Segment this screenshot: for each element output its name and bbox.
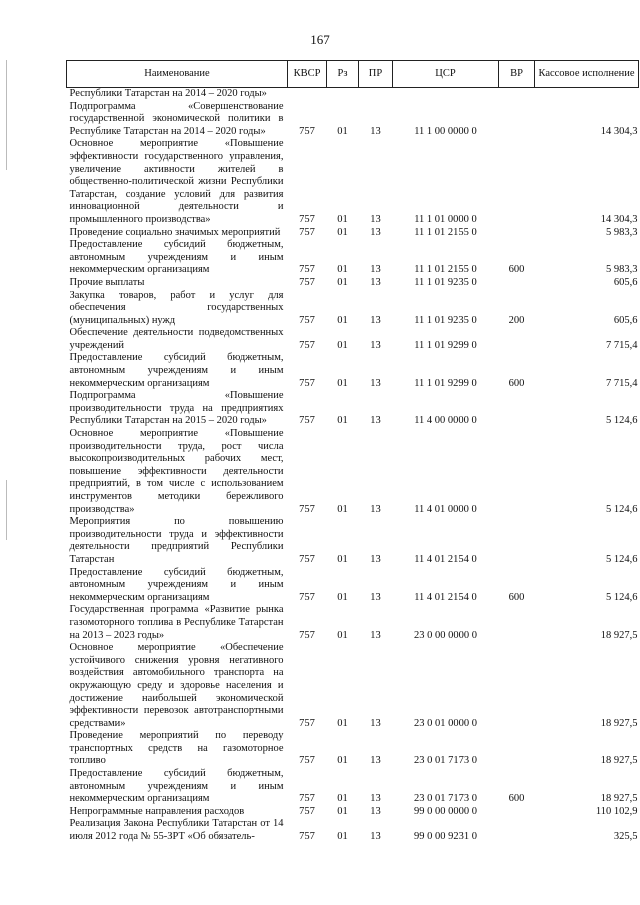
cell-kvsr: 757 <box>299 339 315 351</box>
cell-pr: 13 <box>370 125 381 137</box>
cell-csr: 23 0 01 7173 0 <box>414 755 477 767</box>
cell-pr: 13 <box>370 553 381 565</box>
cell-kvsr <box>288 88 327 101</box>
cell-sum: 5 124,6 <box>606 415 638 427</box>
cell-kvsr: 757 <box>299 377 315 389</box>
cell-pr <box>359 88 393 101</box>
cell-rz: 01 <box>337 503 348 515</box>
cell-csr: 11 4 01 2154 0 <box>414 591 477 603</box>
cell-kvsr: 757 <box>299 831 315 843</box>
table-row <box>67 227 639 240</box>
cell-csr: 11 4 01 2154 0 <box>414 553 477 565</box>
cell-pr: 13 <box>370 717 381 729</box>
cell-pr: 13 <box>370 377 381 389</box>
cell-csr: 99 0 00 9231 0 <box>414 831 477 843</box>
cell-rz: 01 <box>337 793 348 805</box>
scan-margin-mark <box>6 60 7 170</box>
cell-sum: 5 983,3 <box>606 264 638 276</box>
cell-pr: 13 <box>370 805 381 817</box>
cell-sum: 14 304,3 <box>600 125 638 137</box>
cell-vr: 600 <box>508 793 525 805</box>
cell-name: Закупка товаров, работ и услуг для обеспечения государственных (муниципальных) нужд <box>69 289 284 326</box>
page-number: 167 <box>310 32 330 47</box>
scan-margin-mark <box>6 480 7 540</box>
cell-pr: 13 <box>370 415 381 427</box>
cell-sum: 18 927,5 <box>600 629 638 641</box>
cell-vr: 600 <box>508 377 525 389</box>
cell-rz: 01 <box>337 831 348 843</box>
cell-name: Проведение мероприятий по переводу транспортных средств на газомоторное топливо <box>69 730 284 767</box>
cell-pr: 13 <box>370 226 381 238</box>
cell-name: Подпрограмма «Повышение производительности труда на предприятиях Республики Татарстан на 2015 – 2020 годы» <box>69 390 284 427</box>
cell-sum: 5 983,3 <box>606 226 638 238</box>
table-row <box>67 730 639 768</box>
cell-sum: 18 927,5 <box>600 793 638 805</box>
cell-kvsr: 757 <box>299 629 315 641</box>
cell-sum: 605,6 <box>613 276 638 288</box>
cell-csr: 11 1 00 0000 0 <box>414 125 477 137</box>
table-row <box>67 428 639 516</box>
table-row <box>67 290 639 328</box>
cell-name: Проведение социально значимых мероприятий <box>69 226 281 238</box>
cell-pr: 13 <box>370 314 381 326</box>
table-row <box>67 567 639 605</box>
table-row <box>67 818 639 843</box>
cell-rz: 01 <box>337 213 348 225</box>
cell-name: Предоставление субсидий бюджетным, автономным учреждениям и иным некоммерческим организациям <box>69 566 284 603</box>
cell-rz: 01 <box>337 629 348 641</box>
table-row <box>67 138 639 226</box>
cell-rz: 01 <box>337 553 348 565</box>
cell-pr: 13 <box>370 264 381 276</box>
cell-kvsr: 757 <box>299 591 315 603</box>
cell-name: Основное мероприятие «Повышение эффективности государственного управления, увеличение активности жителей в общественно-политической жизни Республики Татарстан, создание условий для развития инновационной деятельности и промышленного производства» <box>69 138 284 225</box>
cell-name: Реализация Закона Республики Татарстан от 14 июля 2012 года № 55-ЗРТ «Об обязатель- <box>69 818 284 843</box>
cell-csr: 23 0 01 0000 0 <box>414 717 477 729</box>
cell-vr <box>499 277 535 290</box>
cell-name: Предоставление субсидий бюджетным, автономным учреждениям и иным некоммерческим организациям <box>69 768 284 805</box>
cell-kvsr: 757 <box>299 314 315 326</box>
header-kvsr: КВСР <box>288 61 327 88</box>
cell-kvsr: 757 <box>299 755 315 767</box>
cell-rz: 01 <box>337 226 348 238</box>
cell-rz: 01 <box>337 755 348 767</box>
cell-rz: 01 <box>337 339 348 351</box>
cell-pr: 13 <box>370 276 381 288</box>
cell-sum: 7 715,4 <box>606 339 638 351</box>
cell-csr: 11 1 01 9299 0 <box>414 339 477 351</box>
cell-csr: 11 1 01 9235 0 <box>414 276 477 288</box>
table-header <box>67 61 639 88</box>
cell-rz: 01 <box>337 264 348 276</box>
cell-rz: 01 <box>337 377 348 389</box>
cell-rz: 01 <box>337 415 348 427</box>
cell-name: Прочие выплаты <box>69 276 145 288</box>
table-row <box>67 604 639 642</box>
cell-name: Основное мероприятие «Обеспечение устойчивого снижения уровня негативного воздействия автомобильного транспорта на окружающую среду и здоровье населения и достижение наибольшей экономической эффективности перевозок автотранспортными средствами» <box>69 642 284 729</box>
cell-vr <box>499 818 535 843</box>
cell-kvsr: 757 <box>299 553 315 565</box>
header-pr: ПР <box>359 61 393 88</box>
cell-vr <box>499 642 535 730</box>
cell-csr: 11 1 01 9235 0 <box>414 314 477 326</box>
cell-rz: 01 <box>337 591 348 603</box>
header-name: Наименование <box>67 61 288 88</box>
cell-vr: 200 <box>508 314 525 326</box>
cell-sum: 7 715,4 <box>606 377 638 389</box>
cell-sum: 605,6 <box>613 314 638 326</box>
cell-name: Предоставление субсидий бюджетным, автономным учреждениям и иным некоммерческим организациям <box>69 239 284 276</box>
cell-rz: 01 <box>337 717 348 729</box>
cell-kvsr: 757 <box>299 503 315 515</box>
cell-kvsr: 757 <box>299 276 315 288</box>
header-sum: Кассовое исполнение <box>535 61 639 88</box>
cell-vr <box>499 138 535 226</box>
cell-csr: 23 0 00 0000 0 <box>414 629 477 641</box>
cell-csr: 11 1 01 2155 0 <box>414 264 477 276</box>
table-row <box>67 390 639 428</box>
cell-vr <box>499 428 535 516</box>
table-row <box>67 768 639 806</box>
budget-table <box>66 60 639 844</box>
cell-kvsr: 757 <box>299 226 315 238</box>
cell-rz: 01 <box>337 805 348 817</box>
cell-pr: 13 <box>370 213 381 225</box>
cell-rz: 01 <box>337 276 348 288</box>
cell-vr <box>499 327 535 352</box>
cell-kvsr: 757 <box>299 793 315 805</box>
cell-kvsr: 757 <box>299 805 315 817</box>
cell-csr: 99 0 00 0000 0 <box>414 805 477 817</box>
cell-sum: 5 124,6 <box>606 503 638 515</box>
cell-pr: 13 <box>370 831 381 843</box>
cell-pr: 13 <box>370 503 381 515</box>
cell-csr: 11 1 01 2155 0 <box>414 226 477 238</box>
table-row <box>67 352 639 390</box>
cell-name: Непрограммные направления расходов <box>69 805 245 817</box>
cell-vr <box>499 390 535 428</box>
cell-csr: 11 4 00 0000 0 <box>414 415 477 427</box>
table-row <box>67 642 639 730</box>
cell-name: Основное мероприятие «Повышение производительности труда, рост числа высокопроизводительных рабочих мест, повышение эффективности деятельности предприятий, в том числе с использованием инструментов методики бережливого производства» <box>69 428 284 515</box>
cell-name: Республики Татарстан на 2014 – 2020 годы» <box>69 88 267 99</box>
cell-rz: 01 <box>337 125 348 137</box>
table-body <box>67 88 639 844</box>
cell-vr <box>499 604 535 642</box>
cell-pr: 13 <box>370 755 381 767</box>
cell-vr <box>499 730 535 768</box>
table-row <box>67 806 639 819</box>
cell-kvsr: 757 <box>299 125 315 137</box>
cell-name: Предоставление субсидий бюджетным, автономным учреждениям и иным некоммерческим организациям <box>69 352 284 389</box>
cell-sum <box>535 88 639 101</box>
cell-vr <box>499 516 535 566</box>
cell-pr: 13 <box>370 339 381 351</box>
cell-csr: 23 0 01 7173 0 <box>414 793 477 805</box>
cell-vr <box>499 101 535 139</box>
cell-sum: 14 304,3 <box>600 213 638 225</box>
header-vr: ВР <box>499 61 535 88</box>
cell-csr: 11 1 01 0000 0 <box>414 213 477 225</box>
cell-vr <box>499 88 535 101</box>
cell-name: Мероприятия по повышению производительности труда и эффективности деятельности предприятий Республики Татарстан <box>69 516 284 565</box>
cell-kvsr: 757 <box>299 213 315 225</box>
cell-sum: 110 102,9 <box>595 805 638 817</box>
table-row <box>67 277 639 290</box>
table-row <box>67 239 639 277</box>
cell-sum: 18 927,5 <box>600 755 638 767</box>
cell-sum: 5 124,6 <box>606 553 638 565</box>
cell-name: Подпрограмма «Совершенствование государственной экономической политики в Республике Татарстан на 2014 – 2020 годы» <box>69 100 284 137</box>
header-rz: Рз <box>327 61 359 88</box>
cell-vr <box>499 806 535 819</box>
cell-kvsr: 757 <box>299 415 315 427</box>
cell-rz <box>327 88 359 101</box>
cell-name: Государственная программа «Развитие рынка газомоторного топлива в Республике Татарстан на 2013 – 2023 годы» <box>69 604 284 641</box>
header-csr: ЦСР <box>393 61 499 88</box>
cell-vr: 600 <box>508 591 525 603</box>
cell-kvsr: 757 <box>299 717 315 729</box>
table-row <box>67 88 639 101</box>
cell-kvsr: 757 <box>299 264 315 276</box>
table-row <box>67 516 639 566</box>
cell-csr: 11 1 01 9299 0 <box>414 377 477 389</box>
cell-rz: 01 <box>337 314 348 326</box>
cell-sum: 18 927,5 <box>600 717 638 729</box>
cell-csr <box>393 88 499 101</box>
cell-pr: 13 <box>370 793 381 805</box>
cell-csr: 11 4 01 0000 0 <box>414 503 477 515</box>
cell-vr: 600 <box>508 264 525 276</box>
cell-sum: 325,5 <box>613 831 638 843</box>
cell-pr: 13 <box>370 629 381 641</box>
table-row <box>67 101 639 139</box>
cell-sum: 5 124,6 <box>606 591 638 603</box>
cell-pr: 13 <box>370 591 381 603</box>
cell-vr <box>499 227 535 240</box>
table-row <box>67 327 639 352</box>
cell-name: Обеспечение деятельности подведомственных учреждений <box>69 327 284 351</box>
